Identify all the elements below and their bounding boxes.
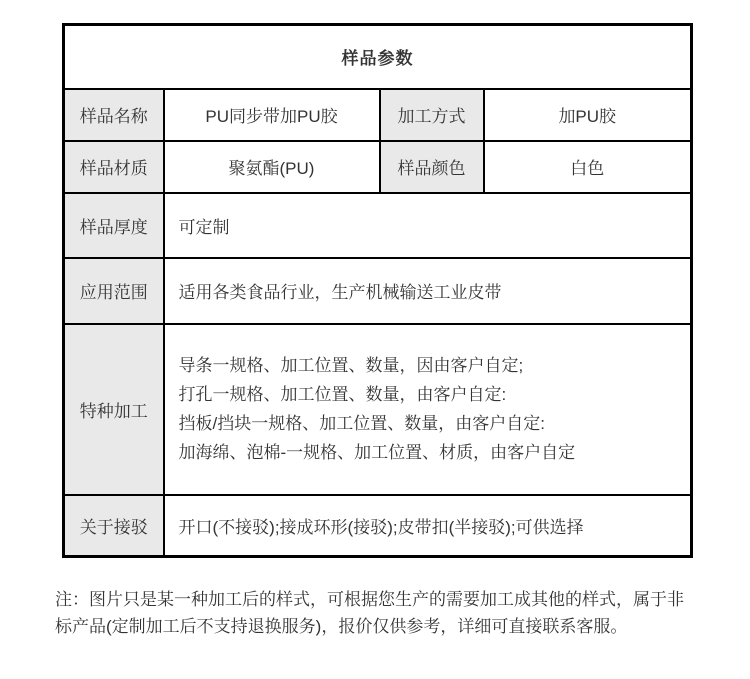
sample-name-label: 样品名称 <box>64 89 164 141</box>
footnote-line: 标产品(定制加工后不支持退换服务)，报价仅供参考，详细可直接联系客服。 <box>55 617 628 636</box>
sample-color-label: 样品颜色 <box>380 141 484 193</box>
table-title-row <box>64 25 692 89</box>
table-row-thickness <box>64 193 692 258</box>
footnote-line: 注：图片只是某一种加工后的样式，可根据您生产的需要加工成其他的样式，属于非 <box>55 590 684 609</box>
special-processing-line: 导条一规格、加工位置、数量，因由客户自定; <box>178 356 524 375</box>
process-method-value: 加PU胶 <box>484 89 692 141</box>
sample-color-value: 白色 <box>484 141 692 193</box>
process-method-label: 加工方式 <box>380 89 484 141</box>
special-processing-line: 打孔一规格、加工位置、数量，由客户自定: <box>178 385 507 404</box>
sample-parameters-table <box>62 23 693 558</box>
special-processing-line: 加海绵、泡棉-一规格、加工位置、材质，由客户自定 <box>178 443 576 462</box>
table-row-application <box>64 258 692 324</box>
sample-material-label: 样品材质 <box>64 141 164 193</box>
joining-value: 开口(不接驳);接成环形(接驳);皮带扣(半接驳);可供选择 <box>164 495 692 557</box>
joining-label: 关于接驳 <box>64 495 164 557</box>
application-label: 应用范围 <box>64 258 164 324</box>
page-title: 样品参数 <box>64 25 692 89</box>
sample-name-value: PU同步带加PU胶 <box>164 89 380 141</box>
table-row-joining <box>64 495 692 557</box>
sample-material-value: 聚氨酯(PU) <box>164 141 380 193</box>
application-value: 适用各类食品行业，生产机械输送工业皮带 <box>164 258 692 324</box>
table-row-name-process <box>64 89 692 141</box>
thickness-label: 样品厚度 <box>64 193 164 258</box>
footnote <box>55 586 705 640</box>
special-processing-value <box>164 324 692 495</box>
table-row-material-color <box>64 141 692 193</box>
special-processing-line: 挡板/挡块一规格、加工位置、数量，由客户自定: <box>178 414 545 433</box>
table-row-special-processing <box>64 324 692 495</box>
special-processing-label: 特种加工 <box>64 324 164 495</box>
thickness-value: 可定制 <box>164 193 692 258</box>
